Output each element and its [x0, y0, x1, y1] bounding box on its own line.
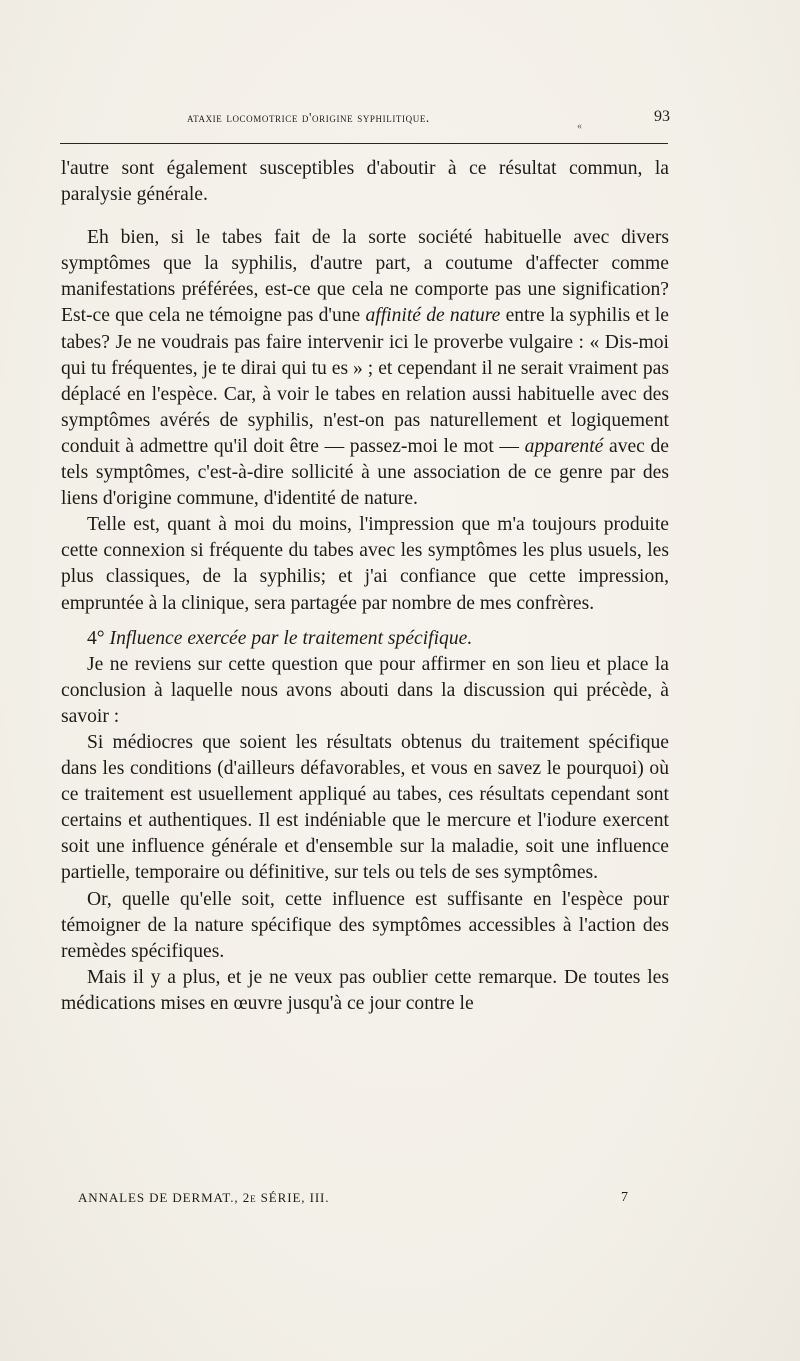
paragraph-5: Si médiocres que soient les résultats obtenus du traitement spécifique dans les conditions (d'ailleurs défavorables, et vous en savez le pourquoi) où ce traitement est usuellement appliqué au tabes, ces résultats cependant sont certains et authentiques. Il est indéniable que le mercure et l'iodure exercent soit une influence générale et d'ensemble sur la maladie, soit une influence partielle, temporaire ou définitive, sur tels ou tels de ses symptômes.	[61, 731, 669, 884]
paragraph-7: Mais il y a plus, et je ne veux pas oublier cette remarque. De toutes les médications mises en œuvre jusqu'à ce jour contre le	[61, 966, 669, 1014]
paragraph-6: Or, quelle qu'elle soit, cette influence est suffisante en l'espèce pour témoigner de la nature spécifique des symptômes accessibles à l'action des remèdes spécifiques.	[61, 888, 669, 962]
printer-mark: «	[577, 121, 582, 132]
body-text	[61, 156, 669, 1017]
section-heading	[61, 626, 669, 652]
paragraph-1: l'autre sont également susceptibles d'aboutir à ce résultat commun, la paralysie générale.	[61, 158, 669, 206]
paragraph-2-part-c: avec de tels symptômes, c'est-à-dire sollicité à une association de ce genre par des liens d'origine commune, d'identité de nature.	[61, 435, 669, 510]
footer-sheet-number: 7	[621, 1190, 628, 1205]
section-title: Influence exercée par le traitement spécifique.	[109, 627, 473, 649]
header-rule	[60, 143, 668, 144]
section-number: 4°	[87, 627, 105, 649]
running-title: ataxie locomotrice d'origine syphilitique.	[187, 110, 430, 125]
emphasis-apparente: apparenté	[524, 435, 604, 457]
paragraph-4: Je ne reviens sur cette question que pour affirmer en son lieu et place la conclusion à laquelle nous avons abouti dans la discussion qui précède, à savoir :	[61, 653, 669, 727]
emphasis-affinite: affinité de nature	[365, 305, 501, 327]
paragraph-2-part-a: Eh bien, si le tabes fait de la sorte société habituelle avec divers symptômes que la syphilis, d'autre part, a coutume d'affecter comme manifestations préférées, est-ce que cela ne comporte pas une signification? Est-ce que cela ne témoigne pas d'une	[61, 227, 669, 327]
page-number: 93	[654, 108, 670, 125]
paragraph-2	[61, 225, 669, 512]
paragraph-2-part-b: entre la syphilis et le tabes? Je ne voudrais pas faire intervenir ici le proverbe vulgaire : « Dis-moi qui tu fréquentes, je te dirai qui tu es » ; et cependant il ne serait vraiment pas déplacé en l'espèce. Car, à voir le tabes en relation aussi habituelle avec des symptômes avérés de syphilis, n'est-on pas naturellement et logiquement conduit à admettre qu'il doit être — passez-moi le mot —	[61, 305, 669, 457]
page-footer	[78, 1190, 628, 1212]
footer-signature: ANNALES DE DERMAT., 2e SÉRIE, III.	[78, 1190, 330, 1205]
paragraph-3: Telle est, quant à moi du moins, l'impression que m'a toujours produite cette connexion si fréquente du tabes avec les symptômes les plus usuels, les plus classiques, de la syphilis; et j'ai confiance que cette impression, empruntée à la clinique, sera partagée par nombre de mes confrères.	[61, 514, 669, 614]
